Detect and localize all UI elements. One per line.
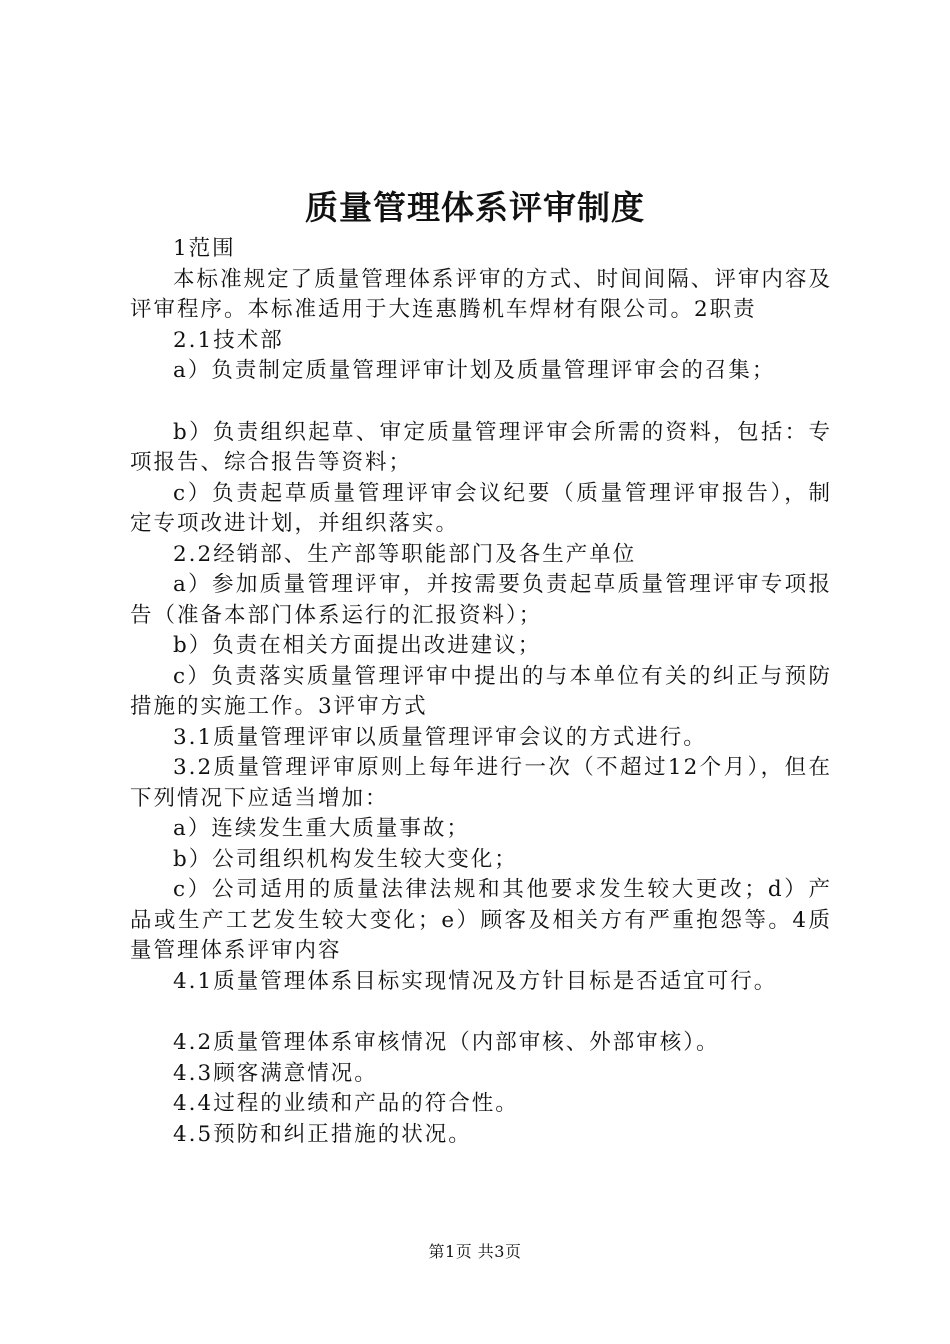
paragraph: c）公司适用的质量法律法规和其他要求发生较大更改；d）产品或生产工艺发生较大变化；e）顾客及相关方有严重抱怨等。4质量管理体系评审内容: [130, 877, 832, 963]
paragraph: 4.3顾客满意情况。: [173, 1060, 378, 1086]
paragraph: 4.5预防和纠正措施的状况。: [173, 1121, 472, 1147]
paragraph: b）负责组织起草、审定质量管理评审会所需的资料，包括：专项报告、综合报告等资料；: [130, 419, 832, 475]
paragraph: c）负责落实质量管理评审中提出的与本单位有关的纠正与预防措施的实施工作。3评审方式: [130, 663, 832, 719]
document-title: 质量管理体系评审制度: [305, 188, 645, 227]
document-body: [130, 234, 832, 1150]
paragraph: a）负责制定质量管理评审计划及质量管理评审会的召集；: [173, 358, 776, 383]
paragraph: a）参加质量管理评审，并按需要负责起草质量管理评审专项报告（准备本部门体系运行的汇报资料）；: [130, 572, 832, 628]
paragraph: 1范围: [173, 236, 236, 261]
paragraph: 4.1质量管理体系目标实现情况及方针目标是否适宜可行。: [173, 968, 778, 994]
paragraph: a）连续发生重大质量事故；: [173, 816, 470, 841]
paragraph: 2.2经销部、生产部等职能部门及各生产单位: [173, 541, 637, 567]
paragraph: 4.2质量管理体系审核情况（内部审核、外部审核）。: [173, 1030, 720, 1055]
paragraph: b）公司组织机构发生较大变化；: [173, 846, 518, 872]
page-number-footer: 第1页 共3页: [428, 1242, 522, 1261]
paragraph: 3.2质量管理评审原则上每年进行一次（不超过12个月），但在下列情况下应适当增加：: [130, 755, 832, 811]
paragraph: 2.1技术部: [173, 327, 284, 353]
paragraph: c）负责起草质量管理评审会议纪要（质量管理评审报告），制定专项改进计划，并组织落实。: [130, 480, 832, 536]
paragraph: b）负责在相关方面提出改进建议；: [173, 633, 542, 658]
paragraph: 本标准规定了质量管理体系评审的方式、时间间隔、评审内容及评审程序。本标准适用于大连惠腾机车焊材有限公司。2职责: [130, 266, 832, 322]
paragraph: 4.4过程的业绩和产品的符合性。: [173, 1091, 519, 1116]
paragraph: 3.1质量管理评审以质量管理评审会议的方式进行。: [173, 724, 707, 750]
